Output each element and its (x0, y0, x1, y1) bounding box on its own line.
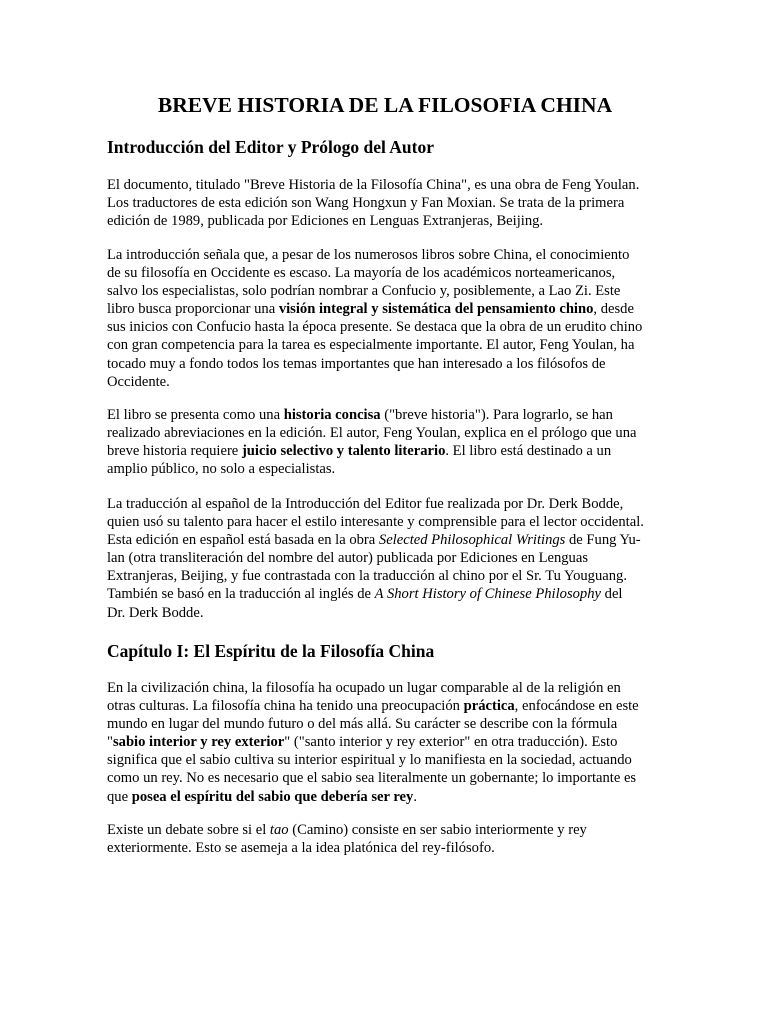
text-run: tocado muy a fondo todos los temas importantes que han interesado a los filósofos de (107, 355, 606, 372)
text-run: de Fung Yu- (565, 532, 641, 549)
paragraph (107, 679, 667, 806)
text-run: La introducción señala que, a pesar de los numerosos libros sobre China, el conocimiento (107, 247, 630, 263)
text-run: Extranjeras, Beijing, y fue contrastada con la traducción al chino por el Sr. Tu Youguang. (107, 568, 628, 585)
text-run: " ("santo interior y rey exterior" en otra traducción). Esto (284, 734, 618, 751)
text-run: otras culturas. La filosofía china ha tenido una preocupación (107, 698, 464, 715)
document-title: BREVE HISTORIA DE LA FILOSOFIA CHINA (157, 93, 613, 117)
text-line (107, 769, 667, 787)
text-line (107, 442, 667, 460)
italic-text-run: A Short History of Chinese Philosophy (374, 586, 601, 603)
text-line (107, 531, 667, 549)
text-run: El libro se presenta como una (107, 407, 284, 423)
text-line (107, 697, 667, 715)
paragraph (107, 821, 667, 857)
text-run: edición de 1989, publicada por Ediciones en Lenguas Extranjeras, Beijing. (107, 213, 544, 230)
section-heading-capitulo-1: Capítulo I: El Espíritu de la Filosofía China (107, 641, 435, 661)
text-line (107, 788, 667, 806)
text-line (107, 373, 667, 391)
paragraph (107, 406, 667, 478)
text-run: como un rey. No es necesario que el sabio sea literalmente un gobernante; lo importante es (107, 770, 637, 787)
text-run: que (107, 788, 132, 805)
text-run: quien usó su talento para hacer el estilo interesante y comprensible para el lector occidental. (107, 514, 644, 531)
text-line (107, 513, 667, 531)
text-run: , desde (593, 301, 634, 318)
text-line (107, 264, 667, 282)
text-run: con gran competencia para la tarea es especialmente importante. El autor, Feng Youlan, ha (107, 337, 635, 354)
text-run: Existe un debate sobre si el (107, 822, 270, 838)
paragraph (107, 495, 667, 622)
text-run: Dr. Derk Bodde. (107, 604, 204, 621)
text-run: exteriormente. Esto se asemeja a la idea platónica del rey-filósofo. (107, 840, 495, 857)
bold-text-run: sabio interior y rey exterior (112, 734, 285, 751)
text-line (107, 549, 667, 567)
text-run: El documento, titulado "Breve Historia de la Filosofía China", es una obra de Feng Youlan. (107, 177, 640, 193)
text-line (107, 194, 667, 212)
text-run: breve historia requiere (107, 443, 242, 460)
bold-text-run: visión integral y sistemática del pensamiento chino (278, 301, 594, 318)
text-run: También se basó en la traducción al inglés de (107, 586, 375, 603)
text-run: (Camino) consiste en ser sabio interiormente y rey (288, 822, 587, 838)
text-line (107, 318, 667, 336)
text-run: lan (otra transliteración del nombre del autor) publicada por Ediciones en Lenguas (107, 550, 589, 567)
text-line (107, 282, 667, 300)
text-run: . (413, 788, 417, 805)
italic-text-run: tao (269, 822, 289, 838)
paragraph (107, 176, 667, 230)
text-line (107, 839, 667, 857)
text-line (107, 604, 667, 622)
text-run: ("breve historia"). Para lograrlo, se han (380, 407, 613, 423)
section-heading-introduccion: Introducción del Editor y Prólogo del Autor (107, 137, 435, 157)
text-line (107, 355, 667, 373)
text-run: libro busca proporcionar una (107, 301, 279, 318)
text-line (107, 585, 667, 603)
paragraph (107, 246, 667, 391)
text-run: mundo en lugar del mundo futuro o del más allá. Su carácter se describe con la fórmula (107, 716, 618, 733)
text-run: significa que el sabio cultiva su interior espiritual y lo manifiesta en la sociedad, actuando (107, 752, 632, 769)
bold-text-run: historia concisa (283, 407, 381, 423)
text-run: sus inicios con Confucio hasta la época presente. Se destaca que la obra de un erudito chino (107, 319, 643, 336)
text-run: del (601, 586, 623, 603)
text-line (107, 176, 667, 194)
text-line (107, 495, 667, 513)
text-run: . El libro está destinado a un (445, 443, 612, 460)
italic-text-run: Selected Philosophical Writings (378, 532, 566, 549)
text-run: " (107, 734, 113, 751)
text-line (107, 246, 667, 264)
text-line (107, 733, 667, 751)
text-run: realizado abreviaciones en la edición. El autor, Feng Youlan, explica en el prólogo que una (107, 425, 637, 442)
text-run: Occidente. (107, 373, 170, 390)
text-line (107, 821, 667, 839)
text-line (107, 460, 667, 478)
text-run: de su filosofía en Occidente es escaso. La mayoría de los académicos norteamericanos, (107, 265, 616, 282)
text-line (107, 751, 667, 769)
text-run: En la civilización china, la filosofía ha ocupado un lugar comparable al de la religión en (107, 680, 621, 696)
bold-text-run: posea el espíritu del sabio que debería ser rey (131, 788, 414, 805)
text-run: , enfocándose en este (514, 698, 639, 715)
text-line (107, 336, 667, 354)
text-line (107, 212, 667, 230)
text-run: Los traductores de esta edición son Wang Hongxun y Fan Moxian. Se trata de la primera (107, 195, 625, 212)
text-run: salvo los especialistas, solo podrían nombrar a Confucio y, posiblemente, a Lao Zi. Este (107, 283, 621, 300)
text-line (107, 424, 667, 442)
bold-text-run: juicio selectivo y talento literario (241, 443, 446, 460)
text-run: La traducción al español de la Introducción del Editor fue realizada por Dr. Derk Bodde, (107, 496, 624, 512)
bold-text-run: práctica (463, 698, 515, 715)
text-line (107, 567, 667, 585)
text-run: amplio público, no solo a especialistas. (107, 461, 336, 478)
text-run: Esta edición en español está basada en la obra (107, 532, 379, 549)
text-line (107, 406, 667, 424)
text-line (107, 679, 667, 697)
text-line (107, 300, 667, 318)
text-line (107, 715, 667, 733)
